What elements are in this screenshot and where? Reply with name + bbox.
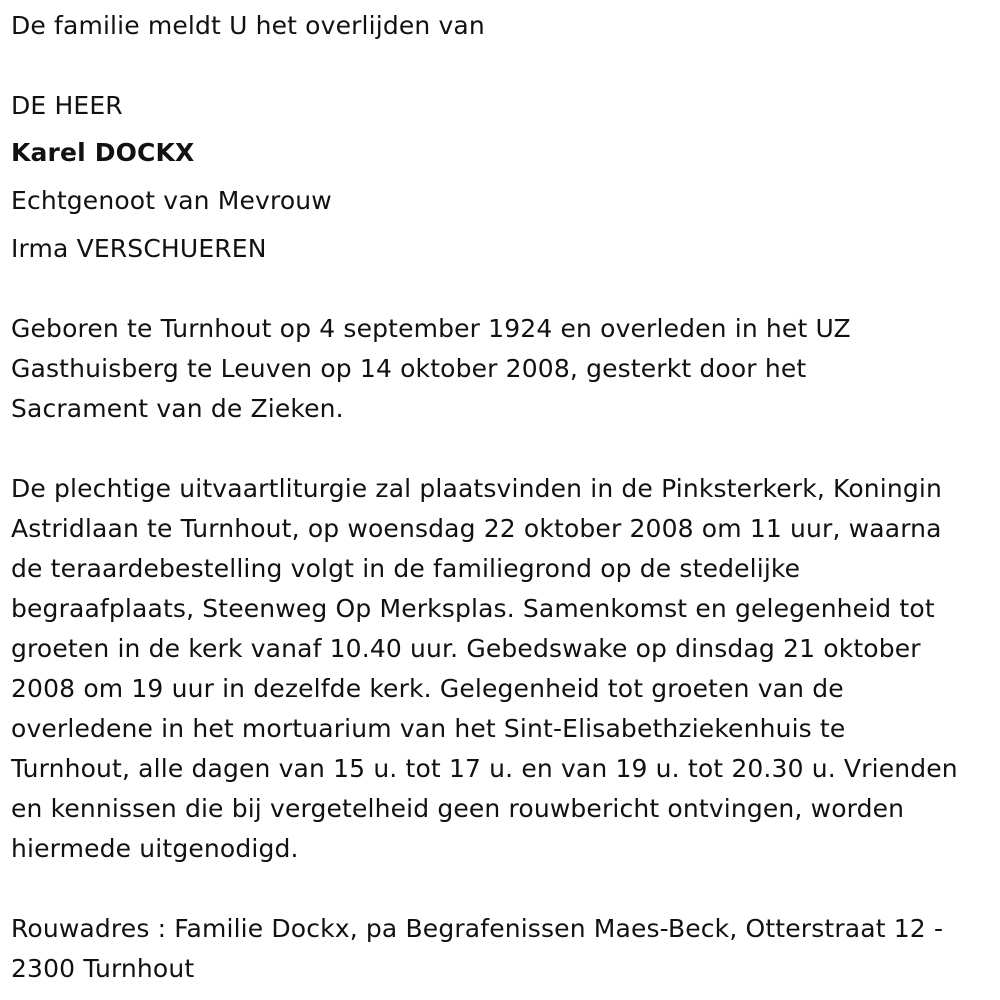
paragraph-line: De plechtige uitvaartliturgie zal plaatsvinden in de Pinksterkerk, Koningin [11, 474, 943, 503]
deceased-name: Karel DOCKX [11, 138, 195, 167]
paragraph-line: groeten in de kerk vanaf 10.40 uur. Gebedswake op dinsdag 21 oktober [11, 634, 921, 663]
paragraph-line: Astridlaan te Turnhout, op woensdag 22 oktober 2008 om 11 uur, waarna [11, 514, 942, 543]
paragraph-line: Sacrament van de Zieken. [11, 394, 344, 423]
paragraph-line: 2300 Turnhout [11, 954, 195, 983]
paragraph-line: hiermede uitgenodigd. [11, 834, 299, 863]
spouse-line-2: Irma VERSCHUEREN [11, 234, 267, 263]
spouse-line-1: Echtgenoot van Mevrouw [11, 186, 332, 215]
paragraph-line: en kennissen die bij vergetelheid geen rouwbericht ontvingen, worden [11, 794, 905, 823]
intro-text: De familie meldt U het overlijden van [11, 11, 485, 40]
paragraph-line: Geboren te Turnhout op 4 september 1924 en overleden in het UZ [11, 314, 851, 343]
paragraph-line: de teraardebestelling volgt in de familiegrond op de stedelijke [11, 554, 801, 583]
paragraph-line: Turnhout, alle dagen van 15 u. tot 17 u. en van 19 u. tot 20.30 u. Vrienden [11, 754, 958, 783]
paragraph-line: Rouwadres : Familie Dockx, pa Begrafenissen Maes-Beck, Otterstraat 12 - [11, 914, 944, 943]
honorific-title: DE HEER [11, 91, 123, 120]
paragraph-line: Gasthuisberg te Leuven op 14 oktober 2008, gesterkt door het [11, 354, 807, 383]
paragraph-line: overledene in het mortuarium van het Sint-Elisabethziekenhuis te [11, 714, 846, 743]
paragraph-line: 2008 om 19 uur in dezelfde kerk. Gelegenheid tot groeten van de [11, 674, 844, 703]
paragraph-line: begraafplaats, Steenweg Op Merksplas. Samenkomst en gelegenheid tot [11, 594, 935, 623]
